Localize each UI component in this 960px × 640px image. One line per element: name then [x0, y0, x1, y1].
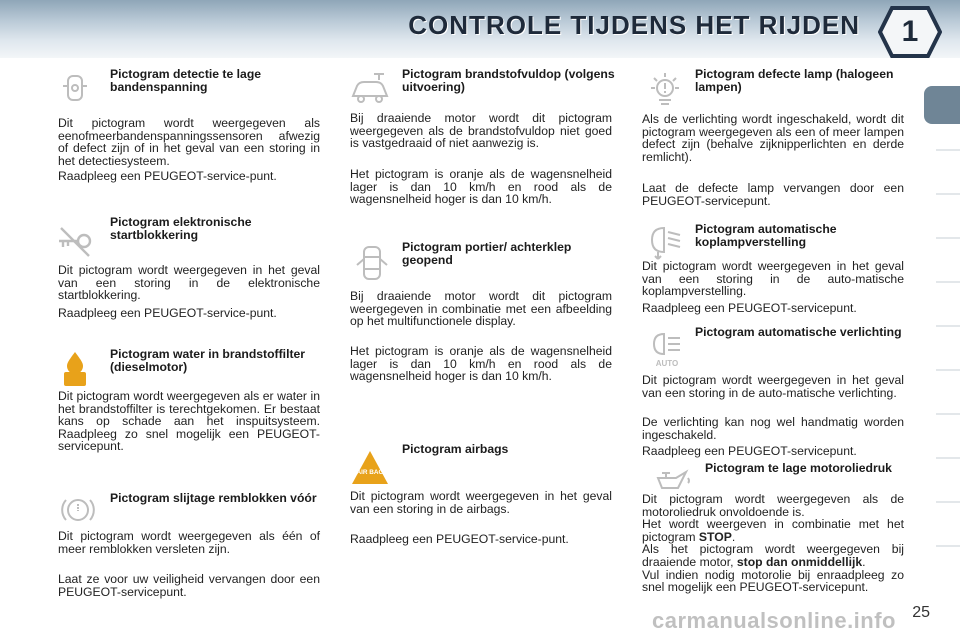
brake-pad-text: Dit pictogram wordt weergegeven als één of meer remblokken versleten zijn.	[58, 529, 320, 556]
brake-pad-wear-icon	[58, 490, 98, 530]
chapter-tab-strip	[930, 66, 960, 586]
page-header	[0, 0, 960, 58]
airbag-icon-label: AIR BAG	[356, 469, 384, 476]
airbags-title: Pictogram airbags	[402, 442, 509, 456]
oil-pressure-line-4: Vul indien nodig motorolie bij enraadpleeg zo snel mogelijk een PEUGEOT-servicepunt.	[642, 567, 904, 595]
oil-pressure-line-2-end: .	[731, 529, 736, 544]
headlamp-levelling-text: Dit pictogram wordt weergegeven in het geval van een storing in de auto-matische koplampverstelling.	[642, 259, 904, 299]
stop-immediately-keyword: stop dan onmiddellijk	[736, 554, 863, 569]
door-open-text: Bij draaiende motor wordt dit pictogram weergegeven in combinatie met een afbeelding op het multifunctionele display.	[350, 289, 612, 329]
oil-pressure-line-1: Dit pictogram wordt weergegeven als de motoroliedruk onvoldoende is.	[642, 492, 904, 519]
tyre-pressure-text: Dit pictogram wordt weergegeven als eenofmeerbandenspanningssensoren afwezig of defect zijn of in het geval van een storing in het detectiesysteem.	[58, 116, 320, 168]
automatic-lighting-manual: De verlichting kan nog wel handmatig worden ingeschakeld.	[642, 415, 904, 442]
airbags-advice: Raadpleeg een PEUGEOT-service-punt.	[350, 532, 569, 546]
tyre-pressure-icon	[55, 68, 95, 108]
water-in-fuel-title: Pictogram water in brandstoffilter (dieselmotor)	[110, 347, 306, 374]
door-open-speed-text: Het pictogram is oranje als de wagensnelheid lager is dan 10 km/h en rood als de wagensnelheid hoger is dan 10 km/h.	[350, 344, 612, 384]
oil-pressure-text	[642, 493, 904, 594]
page-title: CONTROLE TIJDENS HET RIJDEN	[408, 10, 860, 40]
door-open-icon	[352, 243, 392, 283]
door-open-title: Pictogram portier/ achterklep geopend	[402, 240, 572, 267]
headlamp-levelling-advice: Raadpleeg een PEUGEOT-servicepunt.	[642, 301, 857, 315]
brake-pad-advice: Laat ze voor uw veiligheid vervangen door een PEUGEOT-servicepunt.	[58, 572, 320, 599]
airbag-icon	[350, 448, 390, 488]
immobiliser-text: Dit pictogram wordt weergegeven in het geval van een storing in de elektronische startblokkering.	[58, 263, 320, 303]
oil-pressure-line-2: Het wordt weergeven in combinatie met het pictogram	[642, 517, 904, 544]
fuel-cap-text: Bij draaiende motor wordt dit pictogram weergegeven als de brandstofvuldop niet goed is vastgedraaid of niet aanwezig is.	[350, 111, 612, 151]
fuel-cap-speed-text: Het pictogram is oranje als de wagensnelheid lager is dan 10 km/h en rood als de wagensnelheid hoger is dan 10 km/h.	[350, 167, 612, 207]
immobiliser-advice: Raadpleeg een PEUGEOT-service-punt.	[58, 306, 277, 320]
water-in-fuel-icon	[55, 350, 95, 390]
faulty-lamp-advice: Laat de defecte lamp vervangen door een PEUGEOT-servicepunt.	[642, 181, 904, 208]
headlamp-levelling-title: Pictogram automatische koplampverstelling	[695, 222, 837, 249]
automatic-lighting-title: Pictogram automatische verlichting	[695, 325, 902, 339]
auto-icon-label: AUTO	[655, 359, 679, 368]
automatic-lighting-icon	[648, 330, 688, 370]
oil-pressure-line-3: Als het pictogram wordt weergegeven bij draaiende motor,	[642, 542, 904, 569]
fuel-cap-title: Pictogram brandstofvuldop (volgens uitvoering)	[402, 67, 615, 94]
headlamp-levelling-icon	[646, 222, 686, 262]
immobiliser-key-icon	[55, 222, 95, 262]
faulty-lamp-icon	[645, 70, 685, 110]
stop-keyword: STOP	[698, 529, 732, 544]
chapter-number: 1	[901, 15, 919, 48]
automatic-lighting-text: Dit pictogram wordt weergegeven in het geval van een storing in de auto-matische verlichting.	[642, 373, 904, 400]
fuel-cap-car-icon	[350, 70, 390, 110]
page-number: 25	[912, 604, 930, 621]
watermark: carmanualsonline.info	[652, 608, 896, 633]
water-in-fuel-text: Dit pictogram wordt weergegeven als er water in het brandstoffilter is terechtgekomen. Er bestaat kans op schade aan het inspuitsysteem. Raadpleeg zo snel mogelijk een PEUGEOT-servicepunt.	[58, 389, 320, 454]
brake-pad-title: Pictogram slijtage remblokken vóór	[110, 491, 317, 505]
faulty-lamp-title: Pictogram defecte lamp (halogeen lampen)	[695, 67, 894, 94]
oil-pressure-title: Pictogram te lage motoroliedruk	[705, 461, 892, 475]
oil-pressure-line-3-end: .	[862, 554, 866, 569]
faulty-lamp-text: Als de verlichting wordt ingeschakeld, wordt dit pictogram weergegeven als een of meer lampen defect zijn (behalve zijknipperlichten en derde remlicht).	[642, 112, 904, 164]
tyre-pressure-advice: Raadpleeg een PEUGEOT-service-punt.	[58, 169, 277, 183]
automatic-lighting-advice: Raadpleeg een PEUGEOT-servicepunt.	[642, 444, 857, 458]
immobiliser-title: Pictogram elektronische startblokkering	[110, 215, 252, 242]
airbags-text: Dit pictogram wordt weergegeven in het geval van een storing in de airbags.	[350, 489, 612, 516]
tyre-pressure-title: Pictogram detectie te lage bandenspanning	[110, 67, 262, 94]
active-chapter-tab[interactable]	[924, 86, 960, 124]
